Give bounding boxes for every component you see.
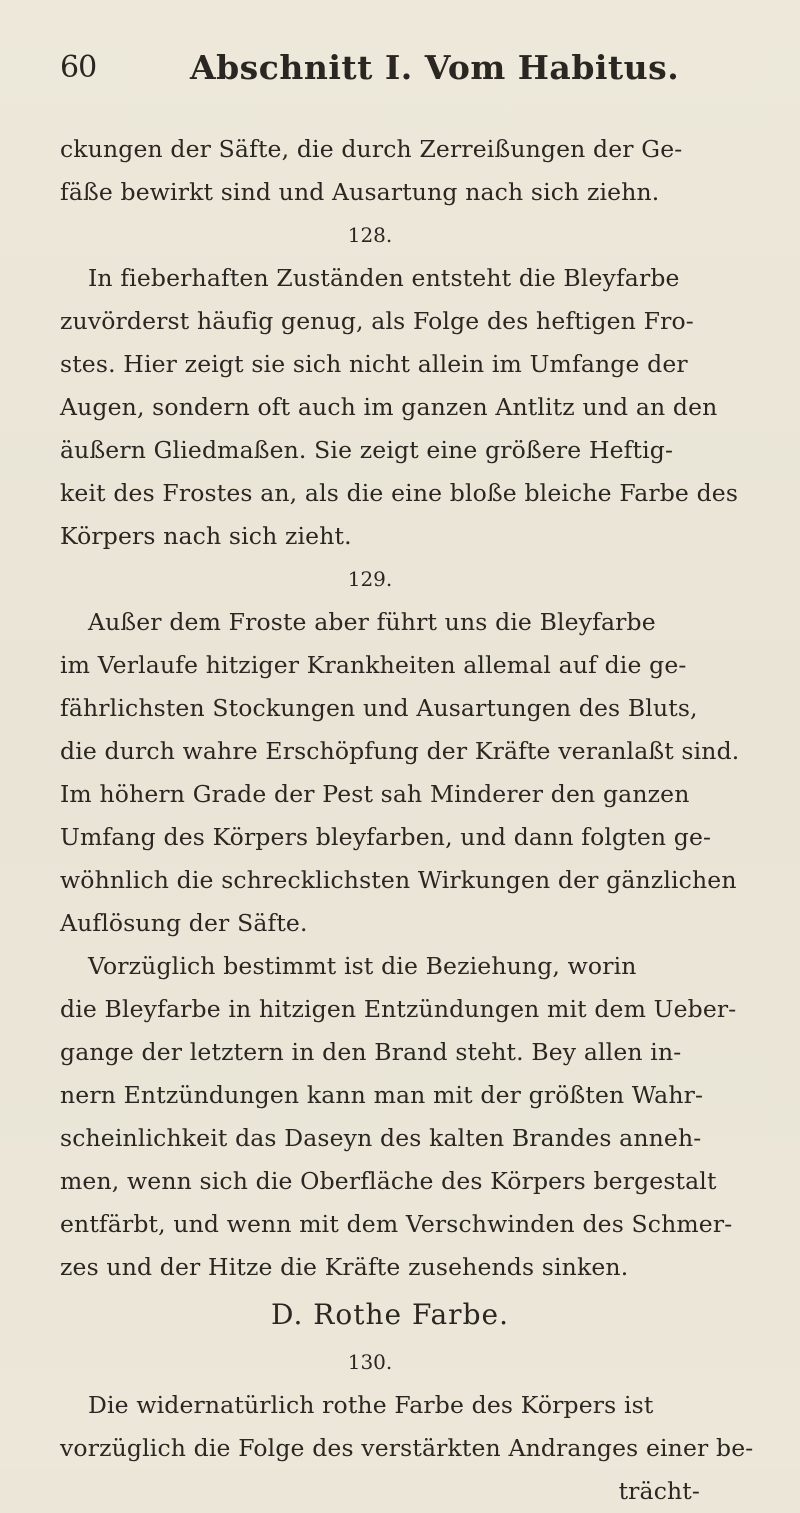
text-line: nern Entzündungen kann man mit der größten Wahr- bbox=[60, 1081, 704, 1109]
text-line: Körpers nach sich zieht. bbox=[60, 522, 352, 550]
text-line: scheinlichkeit das Daseyn des kalten Brandes anneh- bbox=[60, 1124, 702, 1152]
section-number: 130. bbox=[347, 1350, 393, 1374]
catchword: trächt- bbox=[618, 1477, 700, 1505]
text-line: Augen, sondern oft auch im ganzen Antlitz und an den bbox=[60, 393, 718, 421]
text-line: die Bleyfarbe in hitzigen Entzündungen mit dem Ueber- bbox=[60, 995, 737, 1023]
text-line: ckungen der Säfte, die durch Zerreißungen der Ge- bbox=[60, 135, 683, 163]
text-line: stes. Hier zeigt sie sich nicht allein im Umfange der bbox=[60, 350, 688, 378]
running-title: Abschnitt I. Vom Habitus. bbox=[190, 48, 680, 87]
page-number: 60 bbox=[60, 50, 97, 85]
text-line: Auflösung der Säfte. bbox=[60, 909, 308, 937]
text-line: Umfang des Körpers bleyfarben, und dann folgten ge- bbox=[60, 823, 712, 851]
text-line: fährlichsten Stockungen und Ausartungen des Bluts, bbox=[60, 694, 698, 722]
text-line: gange der letztern in den Brand steht. Bey allen in- bbox=[60, 1038, 682, 1066]
text-line: entfärbt, und wenn mit dem Verschwinden des Schmer- bbox=[60, 1210, 733, 1238]
text-line: im Verlaufe hitziger Krankheiten allemal auf die ge- bbox=[60, 651, 687, 679]
text-line: fäße bewirkt sind und Ausartung nach sich ziehn. bbox=[60, 178, 660, 206]
paragraph-first-line: Außer dem Froste aber führt uns die Bleyfarbe bbox=[88, 608, 656, 636]
text-line: vorzüglich die Folge des verstärkten Andranges einer be- bbox=[60, 1434, 754, 1462]
text-line: wöhnlich die schrecklichsten Wirkungen der gänzlichen bbox=[60, 866, 737, 894]
page-header bbox=[60, 46, 730, 94]
paragraph-first-line: In fieberhaften Zuständen entsteht die Bleyfarbe bbox=[88, 264, 680, 292]
body-text bbox=[60, 128, 754, 1513]
text-line: zuvörderst häufig genug, als Folge des heftigen Fro- bbox=[60, 307, 694, 335]
section-number: 128. bbox=[347, 223, 393, 247]
text-line: äußern Gliedmaßen. Sie zeigt eine größere Heftig- bbox=[60, 436, 674, 464]
text-line: die durch wahre Erschöpfung der Kräfte veranlaßt sind. bbox=[60, 737, 740, 765]
section-heading: D. Rothe Farbe. bbox=[271, 1298, 509, 1331]
text-line: men, wenn sich die Oberfläche des Körpers bergestalt bbox=[60, 1167, 717, 1195]
paragraph-first-line: Die widernatürlich rothe Farbe des Körpers ist bbox=[88, 1391, 654, 1419]
text-line: Im höhern Grade der Pest sah Minderer den ganzen bbox=[60, 780, 690, 808]
text-line: keit des Frostes an, als die eine bloße bleiche Farbe des bbox=[60, 479, 739, 507]
text-line: zes und der Hitze die Kräfte zusehends sinken. bbox=[60, 1253, 629, 1281]
paragraph-first-line: Vorzüglich bestimmt ist die Beziehung, worin bbox=[88, 952, 637, 980]
section-number: 129. bbox=[347, 567, 393, 591]
